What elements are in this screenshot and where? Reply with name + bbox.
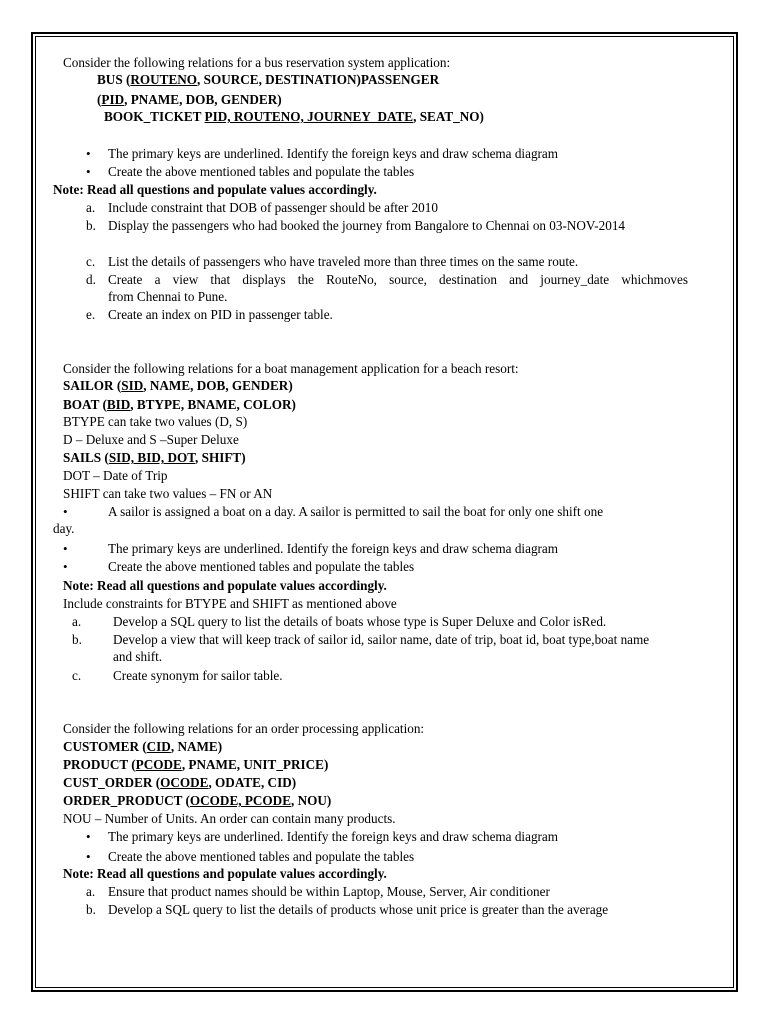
section1-item-d: Create a view that displays the RouteNo, source, destination and journey_date whichmoves bbox=[108, 272, 688, 287]
bullet-icon: • bbox=[63, 541, 68, 556]
item-marker: b. bbox=[72, 632, 82, 647]
dot-description: DOT – Date of Trip bbox=[63, 468, 168, 483]
section1-bullet-2: Create the above mentioned tables and populate the tables bbox=[108, 164, 415, 179]
item-marker: a. bbox=[86, 884, 96, 899]
relation-bus: BUS (ROUTENO, SOURCE, DESTINATION)PASSENGER bbox=[97, 72, 440, 87]
section1-item-a: Include constraint that DOB of passenger should be after 2010 bbox=[108, 200, 438, 215]
bullet-icon: • bbox=[86, 849, 91, 864]
bullet-icon: • bbox=[86, 164, 91, 179]
item-marker: b. bbox=[86, 218, 96, 233]
section2-item-c: Create synonym for sailor table. bbox=[113, 668, 283, 683]
section2-bullet-1: The primary keys are underlined. Identify the foreign keys and draw schema diagram bbox=[108, 541, 559, 556]
nou-description: NOU – Number of Units. An order can contain many products. bbox=[63, 811, 396, 826]
relation-cust-order: CUST_ORDER (OCODE, ODATE, CID) bbox=[63, 775, 297, 790]
section2-constraint: Include constraints for BTYPE and SHIFT as mentioned above bbox=[63, 596, 397, 611]
bullet-icon: • bbox=[86, 829, 91, 844]
relation-boat: BOAT (BID, BTYPE, BNAME, COLOR) bbox=[63, 397, 296, 412]
section2-bullet-2: Create the above mentioned tables and populate the tables bbox=[108, 559, 415, 574]
bullet-icon: • bbox=[63, 559, 68, 574]
section2-note: Note: Read all questions and populate values accordingly. bbox=[63, 578, 387, 593]
item-marker: c. bbox=[72, 668, 82, 683]
section3-bullet-2: Create the above mentioned tables and populate the tables bbox=[108, 849, 415, 864]
section1-bullet-1: The primary keys are underlined. Identify the foreign keys and draw schema diagram bbox=[108, 146, 559, 161]
section1-note: Note: Read all questions and populate values accordingly. bbox=[53, 182, 377, 197]
section2-item-b: Develop a view that will keep track of sailor id, sailor name, date of trip, boat id, boat type,boat name bbox=[113, 632, 650, 647]
btype-description: D – Deluxe and S –Super Deluxe bbox=[63, 432, 239, 447]
section2-item-b-cont: and shift. bbox=[113, 649, 163, 664]
item-marker: a. bbox=[72, 614, 82, 629]
section3-item-a: Ensure that product names should be within Laptop, Mouse, Server, Air conditioner bbox=[108, 884, 550, 899]
item-marker: e. bbox=[86, 307, 96, 322]
item-marker: a. bbox=[86, 200, 96, 215]
section3-item-b: Develop a SQL query to list the details of products whose unit price is greater than the average bbox=[108, 902, 609, 917]
section1-item-d-cont: from Chennai to Pune. bbox=[108, 289, 228, 304]
sailor-rule-cont: day. bbox=[53, 521, 75, 536]
section1-item-e: Create an index on PID in passenger table. bbox=[108, 307, 333, 322]
relation-passenger: (PID, PNAME, DOB, GENDER) bbox=[97, 92, 282, 107]
section1-item-b: Display the passengers who had booked the journey from Bangalore to Chennai on 03-NOV-2014 bbox=[108, 218, 626, 233]
section3-note: Note: Read all questions and populate values accordingly. bbox=[63, 866, 387, 881]
section2-intro: Consider the following relations for a boat management application for a beach resort: bbox=[63, 361, 519, 376]
relation-sailor: SAILOR (SID, NAME, DOB, GENDER) bbox=[63, 378, 293, 393]
section3-bullet-1: The primary keys are underlined. Identify the foreign keys and draw schema diagram bbox=[108, 829, 559, 844]
item-marker: b. bbox=[86, 902, 96, 917]
relation-book-ticket: BOOK_TICKET PID, ROUTENO, JOURNEY_DATE, SEAT_NO) bbox=[104, 109, 484, 124]
bullet-icon: • bbox=[86, 146, 91, 161]
sailor-rule: A sailor is assigned a boat on a day. A sailor is permitted to sail the boat for only one shift one bbox=[108, 504, 604, 519]
section1-intro: Consider the following relations for a bus reservation system application: bbox=[63, 55, 451, 70]
relation-order-product: ORDER_PRODUCT (OCODE, PCODE, NOU) bbox=[63, 793, 332, 808]
relation-product: PRODUCT (PCODE, PNAME, UNIT_PRICE) bbox=[63, 757, 329, 772]
relation-customer: CUSTOMER (CID, NAME) bbox=[63, 739, 223, 754]
bullet-icon: • bbox=[63, 504, 68, 519]
item-marker: d. bbox=[86, 272, 96, 287]
section2-item-a: Develop a SQL query to list the details of boats whose type is Super Deluxe and Color isRed. bbox=[113, 614, 607, 629]
section1-item-c: List the details of passengers who have traveled more than three times on the same route. bbox=[108, 254, 579, 269]
relation-sails: SAILS (SID, BID, DOT, SHIFT) bbox=[63, 450, 246, 465]
btype-values: BTYPE can take two values (D, S) bbox=[63, 414, 248, 429]
item-marker: c. bbox=[86, 254, 96, 269]
section3-intro: Consider the following relations for an order processing application: bbox=[63, 721, 425, 736]
shift-values: SHIFT can take two values – FN or AN bbox=[63, 486, 273, 501]
